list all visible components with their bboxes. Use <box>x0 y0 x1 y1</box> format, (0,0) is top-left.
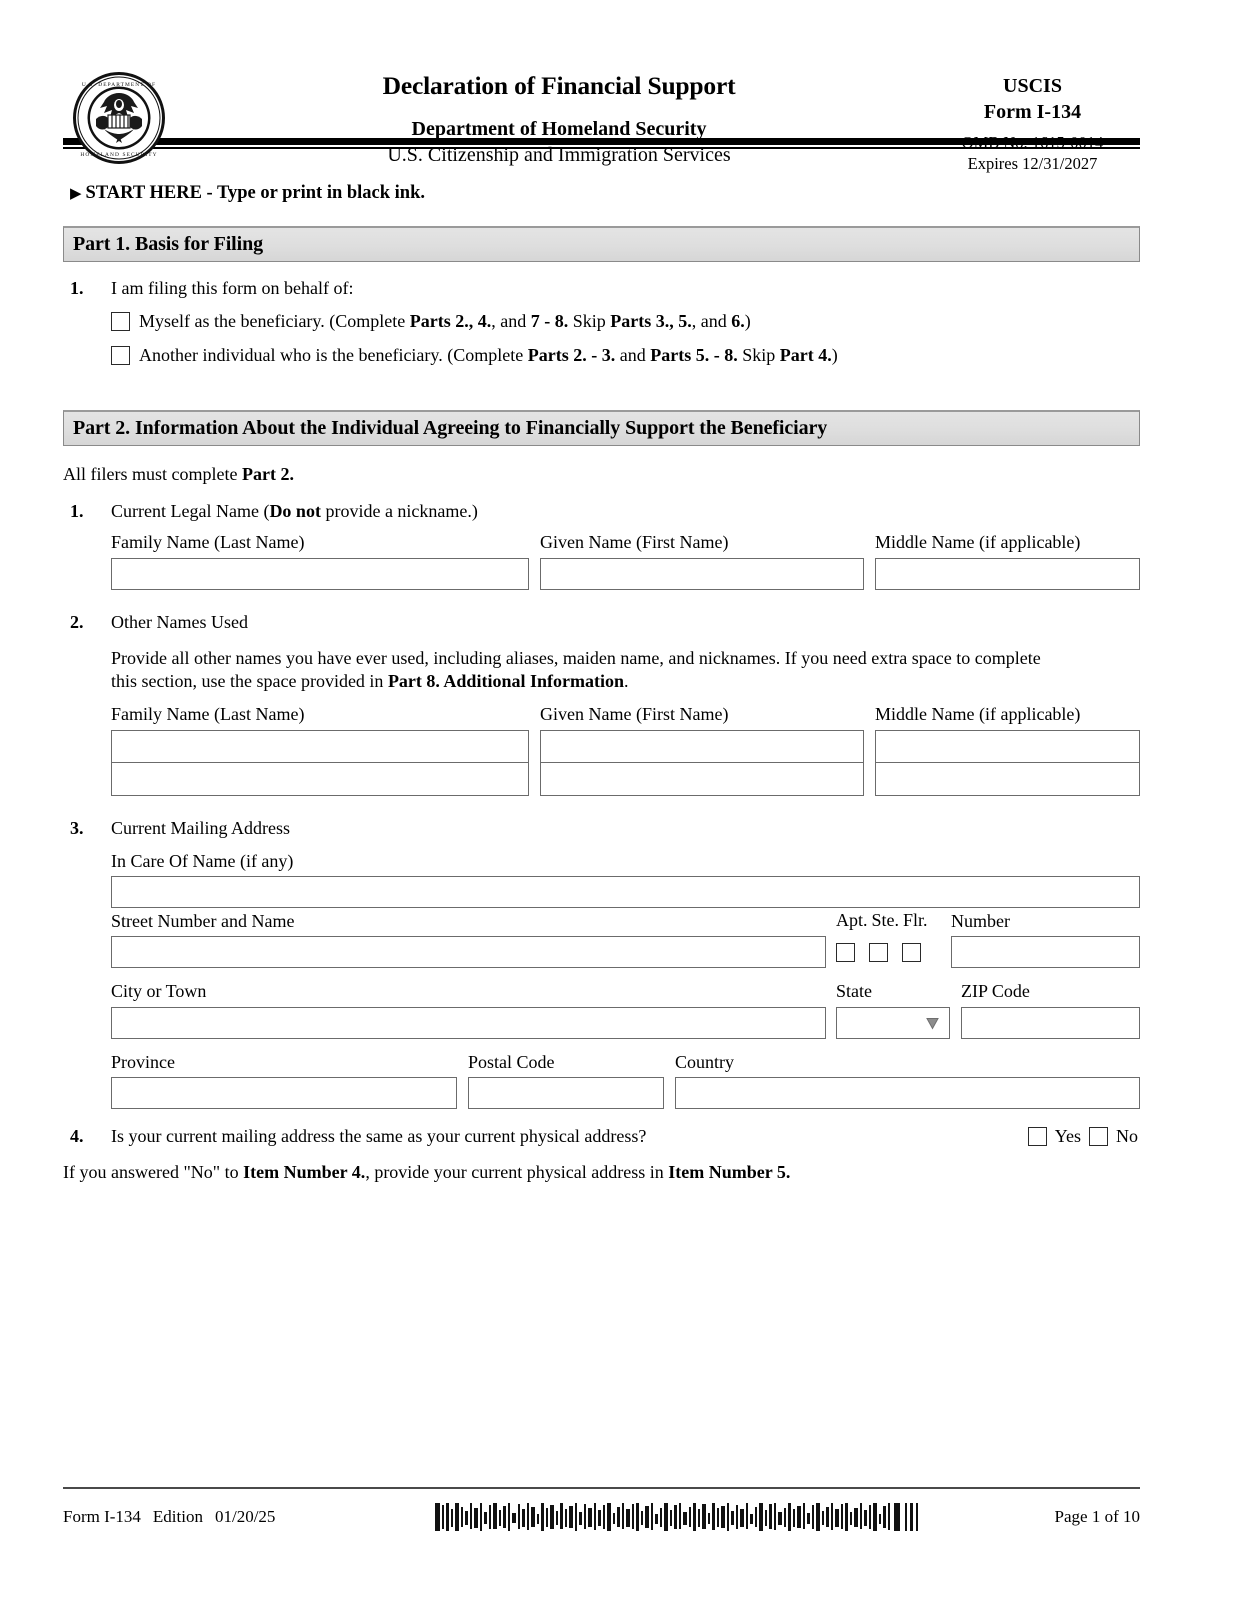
other-names-instruction <box>111 647 1063 695</box>
opt-b-mid2: Skip <box>737 344 780 365</box>
opt-b-b2: Parts 5. - 8. <box>650 344 738 365</box>
part1-item1-prompt: I am filing this form on behalf of: <box>111 278 354 298</box>
province-label: Province <box>111 1051 175 1072</box>
opt-a-mid1: , and <box>491 311 531 331</box>
street-label: Street Number and Name <box>111 910 295 931</box>
opt-a-mid2: Skip <box>568 311 611 331</box>
part2-item3-label: Current Mailing Address <box>111 817 290 838</box>
agency-service: U.S. Citizenship and Immigration Services <box>387 143 731 166</box>
middle-name-input[interactable] <box>875 558 1140 590</box>
opt-a-tail: ) <box>744 311 751 331</box>
part1-header-bar <box>63 226 1140 262</box>
other-family-name-label: Family Name (Last Name) <box>111 704 305 725</box>
part2-item4-question: Is your current mailing address the same as your current physical address? <box>111 1126 647 1147</box>
state-select[interactable] <box>836 1007 950 1039</box>
opt-a-b4: 6. <box>731 311 745 331</box>
start-here-text: START HERE - Type or print in black ink. <box>85 183 426 203</box>
note-b1: Item Number 4. <box>243 1162 366 1183</box>
filing-option-another[interactable] <box>111 344 1140 367</box>
province-input[interactable] <box>111 1077 457 1109</box>
part2-item1 <box>63 501 1140 590</box>
footer-divider <box>63 1487 1140 1489</box>
footer-edition-label: Edition <box>152 1506 203 1526</box>
city-label: City or Town <box>111 981 207 1002</box>
in-care-of-input[interactable] <box>111 876 1140 908</box>
page-footer <box>63 1487 1140 1531</box>
unit-number-label: Number <box>951 910 1010 931</box>
item4-conditional-note <box>63 1162 1140 1183</box>
zip-input[interactable] <box>961 1007 1140 1039</box>
postal-code-input[interactable] <box>468 1077 664 1109</box>
family-name-input[interactable] <box>111 558 529 590</box>
item4-yes-label: Yes <box>1054 1126 1081 1147</box>
given-name-input[interactable] <box>540 558 864 590</box>
all-filers-lead: All filers must complete <box>63 464 242 484</box>
other-family-name-input-1[interactable] <box>111 730 529 763</box>
unit-number-input[interactable] <box>951 936 1140 968</box>
middle-name-label: Middle Name (if applicable) <box>875 532 1081 552</box>
omb-number: OMB No. 1615-0014 <box>961 132 1104 152</box>
checkbox-item4-no[interactable] <box>1089 1127 1108 1146</box>
postal-code-label: Postal Code <box>468 1051 555 1072</box>
street-input[interactable] <box>111 936 826 968</box>
part2-item1-label <box>111 501 1140 522</box>
form-meta-block <box>925 72 1140 175</box>
other-names-fields <box>111 704 1140 796</box>
other-names-instruction-tail: . <box>623 671 629 692</box>
form-number: Form I-134 <box>983 101 1082 124</box>
opt-b-b1: Parts 2. - 3. <box>527 344 616 365</box>
given-name-label: Given Name (First Name) <box>540 532 729 552</box>
part2-item3 <box>63 818 1140 1110</box>
opt-a-lead: Myself as the beneficiary. (Complete <box>139 311 410 331</box>
part2-item3-number: 3. <box>70 817 84 838</box>
checkbox-flr[interactable] <box>902 943 921 962</box>
seal-container <box>63 72 213 164</box>
state-label: State <box>836 981 872 1002</box>
item4-no-label: No <box>1116 1126 1138 1147</box>
form-header <box>63 0 1140 174</box>
footer-page-number: Page 1 of 10 <box>1054 1506 1140 1526</box>
all-filers-bold: Part 2. <box>241 464 294 484</box>
opt-a-b2: 7 - 8. <box>530 311 569 331</box>
agency-department: Department of Homeland Security <box>411 117 707 140</box>
footer-form-info <box>63 1507 275 1527</box>
filing-option-myself-label <box>139 310 751 333</box>
form-barcode <box>435 1503 955 1531</box>
other-names-instruction-lead: Provide all other names you have ever used, including aliases, maiden name, and nicknames. If you need extra space to complete this section, use the space provided in <box>111 647 1041 692</box>
start-here-instruction <box>63 183 1140 204</box>
opt-b-mid1: and <box>615 344 651 365</box>
flr-label: Flr. <box>903 910 928 931</box>
opt-b-tail: ) <box>831 344 838 365</box>
other-family-name-stack <box>111 730 529 796</box>
form-title: Declaration of Financial Support <box>382 71 736 100</box>
part2-item2-label: Other Names Used <box>111 611 248 632</box>
legal-name-tail: provide a nickname.) <box>320 501 478 521</box>
other-family-name-input-2[interactable] <box>111 763 529 796</box>
note-b2: Item Number 5. <box>668 1162 791 1183</box>
other-middle-name-label: Middle Name (if applicable) <box>875 704 1081 725</box>
apt-label: Apt. <box>836 910 868 931</box>
title-block <box>213 72 925 169</box>
checkbox-another-individual[interactable] <box>111 346 130 365</box>
part2-header-bar <box>63 410 1140 446</box>
country-input[interactable] <box>675 1077 1140 1109</box>
part1-item1 <box>63 278 1140 366</box>
street-address-row <box>111 910 1140 968</box>
checkbox-ste[interactable] <box>869 943 888 962</box>
dhs-seal-icon <box>73 72 165 164</box>
note-lead: If you answered "No" to <box>63 1162 244 1183</box>
svg-text:HOMELAND SECURITY: HOMELAND SECURITY <box>80 152 158 158</box>
province-postal-country-row <box>111 1052 1140 1110</box>
uscis-label: USCIS <box>1003 75 1062 97</box>
chevron-down-icon[interactable] <box>924 1014 941 1031</box>
page-content <box>63 0 1140 1183</box>
country-label: Country <box>675 1051 735 1072</box>
checkbox-apt[interactable] <box>836 943 855 962</box>
legal-name-bold: Do not <box>269 501 321 521</box>
opt-b-lead: Another individual who is the beneficiary. (Complete <box>139 344 528 365</box>
current-legal-name-fields <box>111 532 1140 590</box>
checkbox-item4-yes[interactable] <box>1028 1127 1047 1146</box>
note-mid: , provide your current physical address in <box>365 1162 669 1183</box>
zip-label: ZIP Code <box>961 981 1030 1002</box>
filing-option-another-label <box>139 344 838 367</box>
opt-a-b3: Parts 3., 5. <box>610 311 692 331</box>
family-name-label: Family Name (Last Name) <box>111 532 305 552</box>
item4-yes-no-group <box>1028 1126 1140 1147</box>
all-filers-note <box>63 464 1140 485</box>
footer-form-id: Form I-134 <box>63 1506 141 1526</box>
opt-a-b1: Parts 2., 4. <box>409 311 492 331</box>
svg-text:U.S. DEPARTMENT OF: U.S. DEPARTMENT OF <box>81 82 157 88</box>
expiration-date: Expires 12/31/2027 <box>967 154 1098 174</box>
opt-b-b3: Part 4. <box>779 344 832 365</box>
opt-a-mid3: , and <box>691 311 732 331</box>
part2-item4 <box>63 1126 1140 1147</box>
triangle-icon: ▶ <box>70 186 82 202</box>
part1-item1-number: 1. <box>70 278 84 298</box>
checkbox-myself-beneficiary[interactable] <box>111 312 130 331</box>
filing-option-myself[interactable] <box>111 310 1140 333</box>
other-given-name-input-1[interactable] <box>540 730 864 763</box>
part2-item2 <box>63 612 1140 796</box>
legal-name-lead: Current Legal Name ( <box>111 501 270 521</box>
other-middle-name-input-1[interactable] <box>875 730 1140 763</box>
part2-item4-number: 4. <box>70 1126 84 1147</box>
city-state-zip-row <box>111 981 1140 1039</box>
other-given-name-stack <box>540 730 864 796</box>
other-given-name-input-2[interactable] <box>540 763 864 796</box>
ste-label: Ste. <box>871 910 900 931</box>
other-middle-name-stack <box>875 730 1140 796</box>
other-given-name-label: Given Name (First Name) <box>540 704 729 725</box>
other-names-instruction-bold: Part 8. Additional Information <box>387 671 624 692</box>
part2-title: Part 2. Information About the Individual Agreeing to Financially Support the Beneficiary <box>73 417 828 439</box>
other-middle-name-input-2[interactable] <box>875 763 1140 796</box>
part2-item2-number: 2. <box>70 611 84 632</box>
in-care-of-label: In Care Of Name (if any) <box>111 850 294 871</box>
city-input[interactable] <box>111 1007 826 1039</box>
part2-item1-number: 1. <box>70 501 84 521</box>
footer-edition-date: 01/20/25 <box>214 1506 276 1526</box>
part1-title: Part 1. Basis for Filing <box>73 233 264 255</box>
